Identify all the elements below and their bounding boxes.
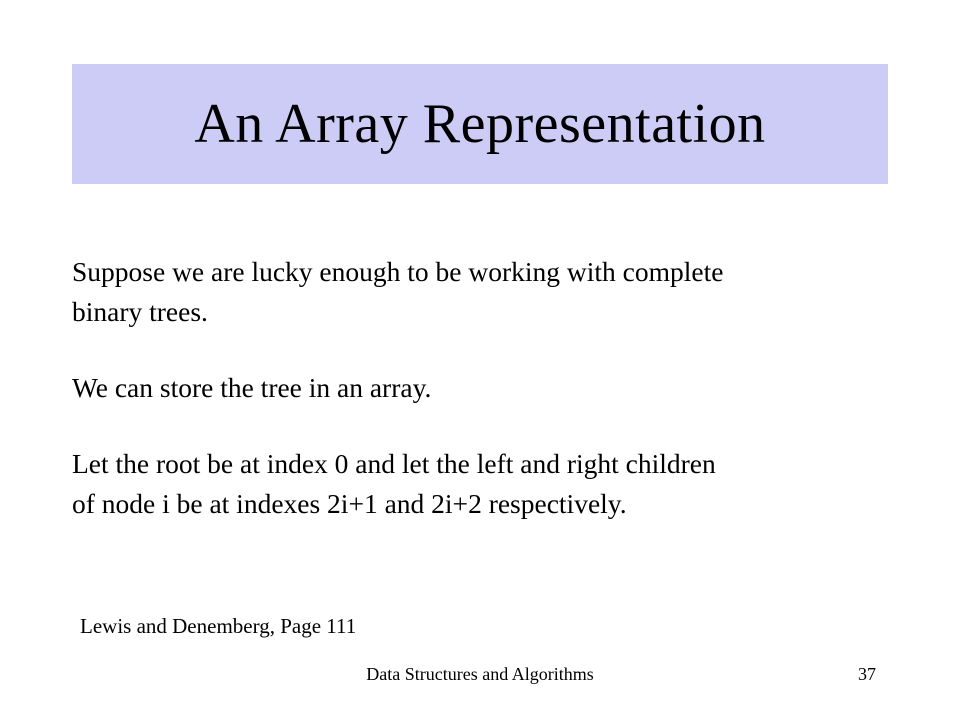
body-line: binary trees. (72, 296, 208, 327)
slide-title: An Array Representation (194, 93, 766, 155)
body-line: of node i be at indexes 2i+1 and 2i+2 respectively. (72, 488, 627, 519)
title-band (72, 64, 888, 184)
paragraph-gap (72, 332, 852, 368)
body-line: We can store the tree in an array. (72, 372, 432, 403)
body-line: Let the root be at index 0 and let the left and right children (72, 448, 716, 479)
footer-page-number: 37 (858, 664, 876, 684)
citation: Lewis and Denemberg, Page 111 (80, 614, 357, 638)
slide-body (72, 252, 852, 524)
body-line: Suppose we are lucky enough to be working with complete (72, 256, 724, 287)
paragraph-gap (72, 408, 852, 444)
footer-course-title: Data Structures and Algorithms (366, 664, 594, 684)
